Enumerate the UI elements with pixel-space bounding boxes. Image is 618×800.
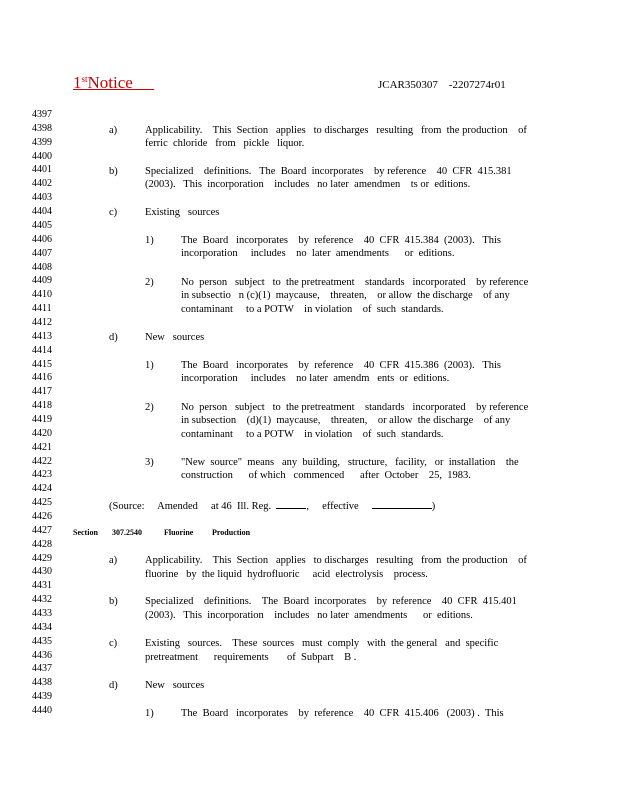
line-number: 4427 xyxy=(32,524,52,536)
item-d1-label: 1) xyxy=(145,360,154,371)
document-id: JCAR350307 -2207274r01 xyxy=(378,79,506,91)
subsection-a-line-1: Applicability. This Section applies to discharges resulting from the production of xyxy=(145,125,527,136)
s2-subsection-c-line-2: pretreatment requirements of Subpart B . xyxy=(145,652,357,663)
line-number: 4420 xyxy=(32,427,52,439)
line-number: 4435 xyxy=(32,635,52,647)
line-number: 4422 xyxy=(32,455,52,467)
source-note-prefix: (Source: Amended at 46 Ill. Reg. xyxy=(109,501,277,512)
line-number: 4439 xyxy=(32,691,52,703)
subsection-a-line-2: ferric chloride from pickle liquor. xyxy=(145,138,305,149)
line-number: 4410 xyxy=(32,289,52,301)
s2-subsection-c-label: c) xyxy=(109,638,118,649)
line-number: 4431 xyxy=(32,580,52,592)
s2-subsection-b-label: b) xyxy=(109,596,118,607)
item-c2-line-1: No person subject to the pretreatment standards incorporated by reference xyxy=(181,277,529,288)
line-number: 4416 xyxy=(32,372,52,384)
subsection-c-heading: Existing sources xyxy=(145,207,220,218)
line-number: 4436 xyxy=(32,649,52,661)
item-c1-line-2: incorporation includes no later amendments or editions. xyxy=(181,248,455,259)
line-number: 4414 xyxy=(32,344,52,356)
line-number: 4434 xyxy=(32,621,52,633)
s2-subsection-c-line-1: Existing sources. These sources must comply with the general and specific xyxy=(145,638,499,649)
notice-ordinal: st xyxy=(81,74,88,84)
line-number: 4401 xyxy=(32,164,52,176)
line-number: 4426 xyxy=(32,510,52,522)
line-number: 4423 xyxy=(32,469,52,481)
line-number: 4409 xyxy=(32,275,52,287)
subsection-b-line-1: Specialized definitions. The Board incorporates by reference 40 CFR 415.381 xyxy=(145,166,512,177)
line-number: 4413 xyxy=(32,330,52,342)
subsection-b-label: b) xyxy=(109,166,118,177)
item-c2-label: 2) xyxy=(145,277,154,288)
line-number: 4417 xyxy=(32,386,52,398)
line-number: 4433 xyxy=(32,608,52,619)
notice-number: 1 xyxy=(73,73,82,92)
line-number: 4424 xyxy=(32,483,52,495)
item-c2-line-2: in subsectio n (c)(1) maycause, threaten, or allow the discharge of any xyxy=(181,290,510,301)
line-number: 4398 xyxy=(32,122,52,134)
subsection-c-label: c) xyxy=(109,207,118,218)
line-number: 4400 xyxy=(32,150,52,162)
s2-subsection-a-line-1: Applicability. This Section applies to discharges resulting from the production of xyxy=(145,555,527,566)
line-number: 4407 xyxy=(32,247,52,259)
line-number: 4425 xyxy=(32,497,52,509)
s2-subsection-a-line-2: fluorine by the liquid hydrofluoric acid electrolysis process. xyxy=(145,569,428,580)
source-note xyxy=(109,499,435,512)
item-c2-line-3: contaminant to a POTW in violation of such standards. xyxy=(181,304,444,315)
line-number: 4421 xyxy=(32,441,52,453)
line-number: 4438 xyxy=(32,677,52,689)
s2-item-d1-label: 1) xyxy=(145,708,154,719)
s2-subsection-a-label: a) xyxy=(109,555,118,566)
line-number: 4432 xyxy=(32,594,52,606)
line-number: 4404 xyxy=(32,206,52,217)
line-number: 4429 xyxy=(32,552,52,564)
line-number: 4428 xyxy=(32,538,52,550)
s2-subsection-b-line-2: (2003). This incorporation includes no later amendments or editions. xyxy=(145,610,473,621)
s2-subsection-d-label: d) xyxy=(109,680,118,691)
section-label: Section xyxy=(73,528,98,537)
line-number: 4415 xyxy=(32,358,52,370)
s2-subsection-b-line-1: Specialized definitions. The Board incorporates by reference 40 CFR 415.401 xyxy=(145,596,517,607)
item-d2-line-2: in subsection (d)(1) maycause, threaten, or allow the discharge of any xyxy=(181,415,511,426)
notice-header xyxy=(73,73,154,93)
line-number: 4430 xyxy=(32,566,52,578)
line-number: 4405 xyxy=(32,219,52,231)
subsection-a-label: a) xyxy=(109,125,118,136)
line-number: 4403 xyxy=(32,192,52,204)
notice-word: Notice xyxy=(87,73,133,92)
section-number: 307.2540 xyxy=(112,528,142,537)
source-note-middle: , effective xyxy=(306,501,372,512)
item-d3-label: 3) xyxy=(145,457,154,468)
item-d1-line-2: incorporation includes no later amendm ents or editions. xyxy=(181,373,450,384)
line-number: 4440 xyxy=(32,705,52,716)
register-blank xyxy=(276,499,306,509)
line-number: 4397 xyxy=(32,109,52,120)
section-title-word-2: Production xyxy=(212,528,251,537)
s2-item-d1-line-1: The Board incorporates by reference 40 CFR 415.406 (2003) . This xyxy=(181,708,504,719)
source-note-close: ) xyxy=(431,501,436,512)
item-d3-line-2: construction of which commenced after October 25, 1983. xyxy=(181,470,471,481)
item-c1-line-1: The Board incorporates by reference 40 CFR 415.384 (2003). This xyxy=(181,235,501,246)
line-number: 4408 xyxy=(32,261,52,273)
item-c1-label: 1) xyxy=(145,235,154,246)
line-number: 4406 xyxy=(32,233,52,245)
s2-subsection-d-heading: New sources xyxy=(145,680,205,691)
line-number: 4437 xyxy=(32,663,52,675)
item-d1-line-1: The Board incorporates by reference 40 CFR 415.386 (2003). This xyxy=(181,360,501,371)
subsection-d-label: d) xyxy=(109,332,118,343)
item-d2-line-3: contaminant to a POTW in violation of such standards. xyxy=(181,429,444,440)
line-number: 4411 xyxy=(32,303,52,314)
line-number: 4399 xyxy=(32,136,52,148)
line-number: 4402 xyxy=(32,178,52,190)
item-d2-line-1: No person subject to the pretreatment standards incorporated by reference xyxy=(181,402,529,413)
line-number: 4412 xyxy=(32,316,52,328)
item-d2-label: 2) xyxy=(145,402,154,413)
line-number: 4419 xyxy=(32,413,52,425)
subsection-b-line-2: (2003). This incorporation includes no later amendmen ts or editions. xyxy=(145,179,471,190)
effective-date-blank xyxy=(372,499,432,509)
subsection-d-heading: New sources xyxy=(145,332,205,343)
item-d3-line-1: "New source" means any building, structure, facility, or installation the xyxy=(181,457,519,468)
section-title-word-1: Fluorine xyxy=(164,528,194,537)
line-number: 4418 xyxy=(32,400,52,412)
